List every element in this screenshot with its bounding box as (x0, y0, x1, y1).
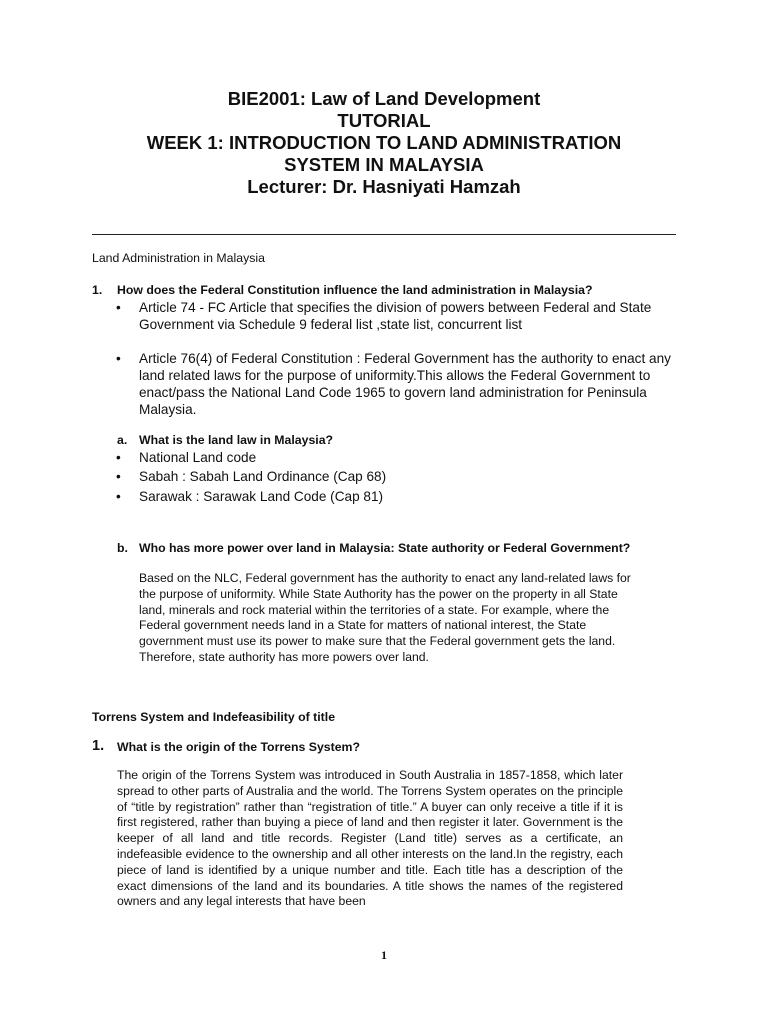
week-title: WEEK 1: INTRODUCTION TO LAND ADMINISTRATION (146, 132, 622, 153)
course-title: BIE2001: Law of Land Development (227, 88, 541, 109)
bullet-text: Article 74 - FC Article that specifies the division of powers between Federal and State Government via Schedule 9 federal list ,state list, concurrent list (139, 300, 652, 332)
document-title (0, 88, 768, 198)
question-letter: b. (117, 541, 128, 555)
answer-paragraph: Based on the NLC, Federal government has the authority to enact any land-related laws for the purpose of uniformity. While State Authority has the power on the property in all State land, minerals and rock material within the territories of a state. For example, where the Federal government needs land in a State for matters of national interest, the State government must use its power to make sure that the Federal government gets the land. Therefore, state authority has more powers over land. (139, 571, 631, 664)
question-land-law: What is the land law in Malaysia? (139, 433, 334, 447)
list-item-text: Sabah : Sabah Land Ordinance (Cap 68) (139, 469, 387, 484)
page-number: 1 (381, 948, 387, 962)
list-item (116, 449, 679, 466)
bullet-marker: • (116, 450, 121, 465)
answer-paragraph: The origin of the Torrens System was introduced in South Australia in 1857-1858, which later spread to other parts of Australia and the world. The Torrens System operates on the principle of “title by registration” rather than “registration of title.” A buyer can only receive a title if it is first registered, rather than buying a piece of land and then register it later. Government is the keeper of all land and title records. Register (Land title) serves as a certificate, an indefeasible evidence to the ownership and all other interests on the land.In the registry, each piece of land is identified by a unique number and title. Each title has a description of the exact dimensions of the land and its boundaries. A title shows the names of the registered owners and any legal interests that have been (117, 768, 623, 909)
question-federal-constitution: How does the Federal Constitution influence the land administration in Malaysia? (117, 283, 593, 297)
bullet-item (116, 299, 679, 333)
list-item (116, 488, 679, 505)
bullet-marker: • (116, 469, 121, 484)
question-number: 1. (92, 283, 103, 297)
bullet-marker: • (116, 351, 121, 366)
list-item-text: National Land code (139, 450, 257, 465)
week-title-cont: SYSTEM IN MALAYSIA (284, 154, 484, 175)
bullet-marker: • (116, 489, 121, 504)
title-divider (92, 234, 676, 235)
question-letter: a. (117, 433, 128, 447)
bullet-text: Article 76(4) of Federal Constitution : Federal Government has the authority to enact any land related laws for the purpose of uniformity.This allows the Federal Government to enact/pass the National Land Code 1965 to govern land administration for Peninsula Malaysia. (139, 351, 671, 417)
list-item-text: Sarawak : Sarawak Land Code (Cap 81) (139, 489, 384, 504)
list-item (116, 468, 679, 485)
question-power-over-land: Who has more power over land in Malaysia: State authority or Federal Government? (139, 541, 631, 555)
question-torrens-origin: What is the origin of the Torrens System? (117, 740, 361, 754)
bullet-marker: • (116, 300, 121, 315)
section-heading-land-administration: Land Administration in Malaysia (92, 251, 265, 265)
bullet-item (116, 350, 679, 418)
question-number: 1. (92, 738, 105, 754)
lecturer-name: Lecturer: Dr. Hasniyati Hamzah (247, 176, 521, 197)
section-heading-torrens-system: Torrens System and Indefeasibility of title (92, 710, 336, 724)
tutorial-label: TUTORIAL (337, 110, 431, 131)
